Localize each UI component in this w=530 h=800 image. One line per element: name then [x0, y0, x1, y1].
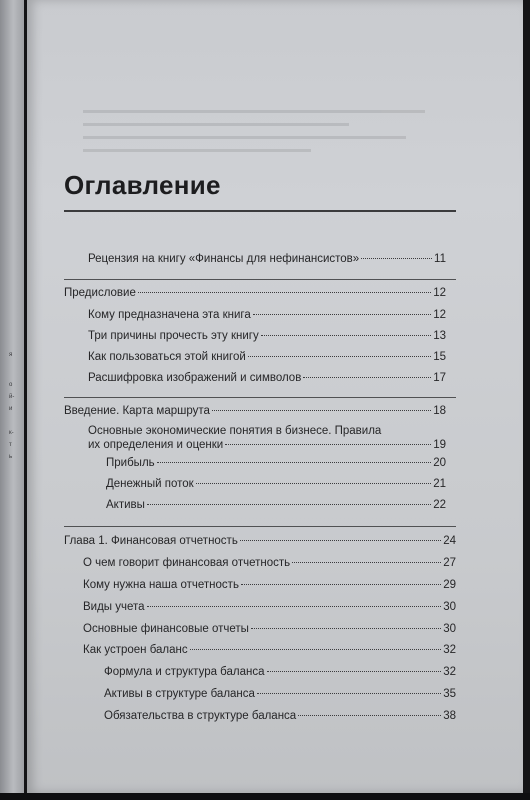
toc-entry-label: Как устроен баланс	[83, 644, 188, 656]
toc-entry-page: 29	[443, 579, 456, 591]
toc-subentry	[106, 457, 446, 469]
toc-entry-label: Рецензия на книгу «Финансы для нефинансистов»	[88, 253, 360, 265]
leader-dots	[138, 292, 431, 293]
leader-dots	[241, 584, 441, 585]
toc-entry	[83, 623, 456, 635]
toc-entry-page: 35	[443, 688, 456, 700]
toc-entry-page: 12	[433, 287, 446, 299]
toc-entry-label: Как пользоваться этой книгой	[88, 351, 246, 363]
leader-dots	[147, 606, 442, 607]
leader-dots	[253, 314, 431, 315]
leader-dots	[361, 258, 432, 259]
page-title: Оглавление	[64, 170, 221, 200]
toc-entry	[88, 372, 446, 384]
toc-entry-label: Введение. Карта маршрута	[64, 405, 210, 417]
toc-subentry	[104, 688, 456, 700]
toc-entry-label: Кому предназначена эта книга	[88, 309, 251, 321]
toc-entry-page: 22	[433, 499, 446, 511]
toc-entry-label-line1: Основные экономические понятия в бизнесе. Правила	[88, 425, 382, 437]
toc-entry-label: Кому нужна наша отчетность	[83, 579, 239, 591]
leader-dots	[257, 693, 441, 694]
toc-entry-chapter-1	[64, 535, 456, 547]
toc-entry	[88, 309, 446, 321]
toc-entry-label: Три причины прочесть эту книгу	[88, 330, 259, 342]
leader-dots	[292, 562, 441, 563]
section-divider	[64, 526, 456, 527]
toc-entry-page: 18	[433, 405, 446, 417]
toc-entry-page: 17	[433, 372, 446, 384]
toc-entry-page: 30	[443, 623, 456, 635]
toc-entry-review	[88, 253, 446, 265]
toc-subentry	[106, 478, 446, 490]
toc-subentry	[104, 710, 456, 722]
toc-entry-label: Денежный поток	[106, 478, 194, 490]
toc-entry-page: 30	[443, 601, 456, 613]
leader-dots	[225, 444, 431, 445]
adjacent-page-edge: я о й- и к- т ь	[0, 0, 24, 800]
toc-entry-label: Расшифровка изображений и символов	[88, 372, 302, 384]
section-divider	[64, 397, 456, 398]
toc-entry-page: 32	[443, 666, 456, 678]
leader-dots	[267, 671, 442, 672]
leader-dots	[261, 335, 431, 336]
toc-entry-page: 20	[433, 457, 446, 469]
leader-dots	[251, 628, 441, 629]
toc-subentry	[106, 499, 446, 511]
toc-entry-label: Обязательства в структуре баланса	[104, 710, 297, 722]
toc-entry-preface	[64, 287, 446, 299]
toc-entry-page: 24	[443, 535, 456, 547]
toc-entry-label: Виды учета	[83, 601, 145, 613]
toc-entry	[83, 644, 456, 656]
toc-entry	[83, 579, 456, 591]
toc-entry-label: О чем говорит финансовая отчетность	[83, 557, 291, 569]
toc-entry-page: 27	[443, 557, 456, 569]
toc-entry	[88, 330, 446, 342]
toc-entry-page: 38	[443, 710, 456, 722]
leader-dots	[196, 483, 432, 484]
toc-entry-page: 15	[433, 351, 446, 363]
page-bottom-shadow	[0, 793, 530, 800]
toc-entry-label: Активы	[106, 499, 145, 511]
leader-dots	[303, 377, 431, 378]
leader-dots	[190, 649, 442, 650]
section-divider	[64, 279, 456, 280]
leader-dots	[248, 356, 431, 357]
leader-dots	[157, 462, 432, 463]
leader-dots	[147, 504, 431, 505]
toc-entry-label: Основные финансовые отчеты	[83, 623, 249, 635]
toc-entry-page: 21	[433, 478, 446, 490]
toc-entry-label: Предисловие	[64, 287, 136, 299]
toc-entry-page: 13	[433, 330, 446, 342]
title-rule	[64, 210, 456, 212]
toc-entry-label-line2: их определения и оценки	[88, 439, 224, 451]
toc-entry	[83, 557, 456, 569]
toc-entry-introduction	[64, 405, 446, 417]
leader-dots	[212, 410, 431, 411]
toc-entry-multiline	[88, 424, 446, 452]
leader-dots	[240, 540, 441, 541]
toc-entry-page: 11	[434, 253, 446, 265]
toc-entry-page: 19	[433, 439, 446, 451]
toc-entry	[88, 351, 446, 363]
toc-entry-label: Глава 1. Финансовая отчетность	[64, 535, 238, 547]
toc-entry-label: Формула и структура баланса	[104, 666, 265, 678]
toc-subentry	[104, 666, 456, 678]
toc-entry-label: Активы в структуре баланса	[104, 688, 255, 700]
toc-entry	[83, 601, 456, 613]
leader-dots	[298, 715, 441, 716]
toc-entry-page: 12	[433, 309, 446, 321]
toc-entry-label: Прибыль	[106, 457, 155, 469]
toc-entry-page: 32	[443, 644, 456, 656]
show-through-text	[83, 100, 463, 162]
